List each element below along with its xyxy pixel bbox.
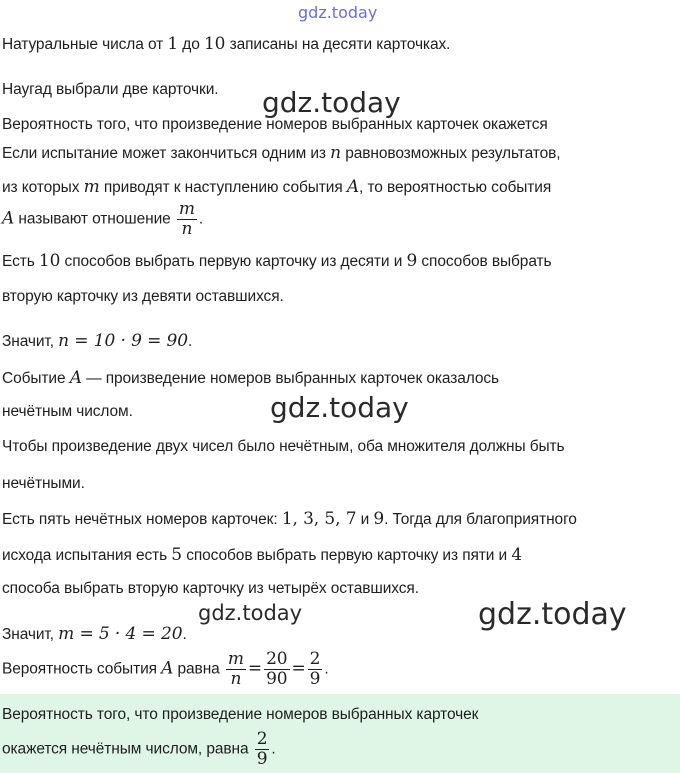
watermark-2: gdz.today xyxy=(270,391,409,424)
watermark-1: gdz.today xyxy=(262,86,401,119)
text-line-8: вторую карточку из девяти оставшихся. xyxy=(2,288,284,305)
answer-line-2: окажется нечётным числом, равна $\frac{2}{9}$ . xyxy=(2,729,276,769)
text-line-10: Событие A — произведение номеров выбранных карточек оказалось xyxy=(2,368,500,388)
answer-box xyxy=(0,694,680,773)
fraction-2-over-9: $\frac{2}{9}$ xyxy=(309,649,321,689)
text-line-16: способа выбрать вторую карточку из четырёх оставшихся. xyxy=(2,580,419,597)
text-line-14: Есть пять нечётных номеров карточек: 1, 3, 5, 7 и 9. Тогда для благоприятного xyxy=(2,509,577,529)
text-line-13: нечётными. xyxy=(2,475,85,492)
watermark-top: gdz.today xyxy=(298,3,378,22)
text-line-9: Значит, n = 10 · 9 = 90. xyxy=(2,331,193,351)
text-line-12: Чтобы произведение двух чисел было нечётным, оба множителя должны быть xyxy=(2,438,565,455)
text-line-6: A называют отношение $\frac{m}{n}$ . xyxy=(2,199,204,239)
answer-fraction: $\frac{2}{9}$ xyxy=(256,729,268,769)
fraction-m-over-n-2: $\frac{m}{n}$ xyxy=(227,649,244,689)
fraction-m-over-n: $\frac{m}{n}$ xyxy=(178,199,195,239)
text-line-18: Вероятность события A равна $\frac{m}{n}$ = $\frac{20}{90}$ = $\frac{2}{9}$ . xyxy=(2,649,329,689)
text-line-3: Вероятность того, что произведение номеров выбранных карточек окажется xyxy=(2,116,548,133)
text-line-7: Есть 10 способов выбрать первую карточку из десяти и 9 способов выбрать xyxy=(2,251,552,271)
text-line-1: Натуральные числа от 1 до 10 записаны на десяти карточках. xyxy=(2,34,451,54)
text-line-15: исхода испытания есть 5 способов выбрать первую карточку из пяти и 4 xyxy=(2,545,523,565)
watermark-4: gdz.today xyxy=(478,597,627,632)
fraction-20-over-90: $\frac{20}{90}$ xyxy=(266,649,288,689)
text-line-2: Наугад выбрали две карточки. xyxy=(2,81,219,98)
text-line-5: из которых m приводят к наступлению события A, то вероятностью события xyxy=(2,177,552,197)
watermark-3: gdz.today xyxy=(198,601,303,625)
text-line-4: Если испытание может закончиться одним из n равновозможных результатов, xyxy=(2,143,561,163)
answer-line-1: Вероятность того, что произведение номеров выбранных карточек xyxy=(2,706,479,723)
text-line-17: Значит, m = 5 · 4 = 20. xyxy=(2,624,187,644)
text-line-11: нечётным числом. xyxy=(2,403,133,420)
